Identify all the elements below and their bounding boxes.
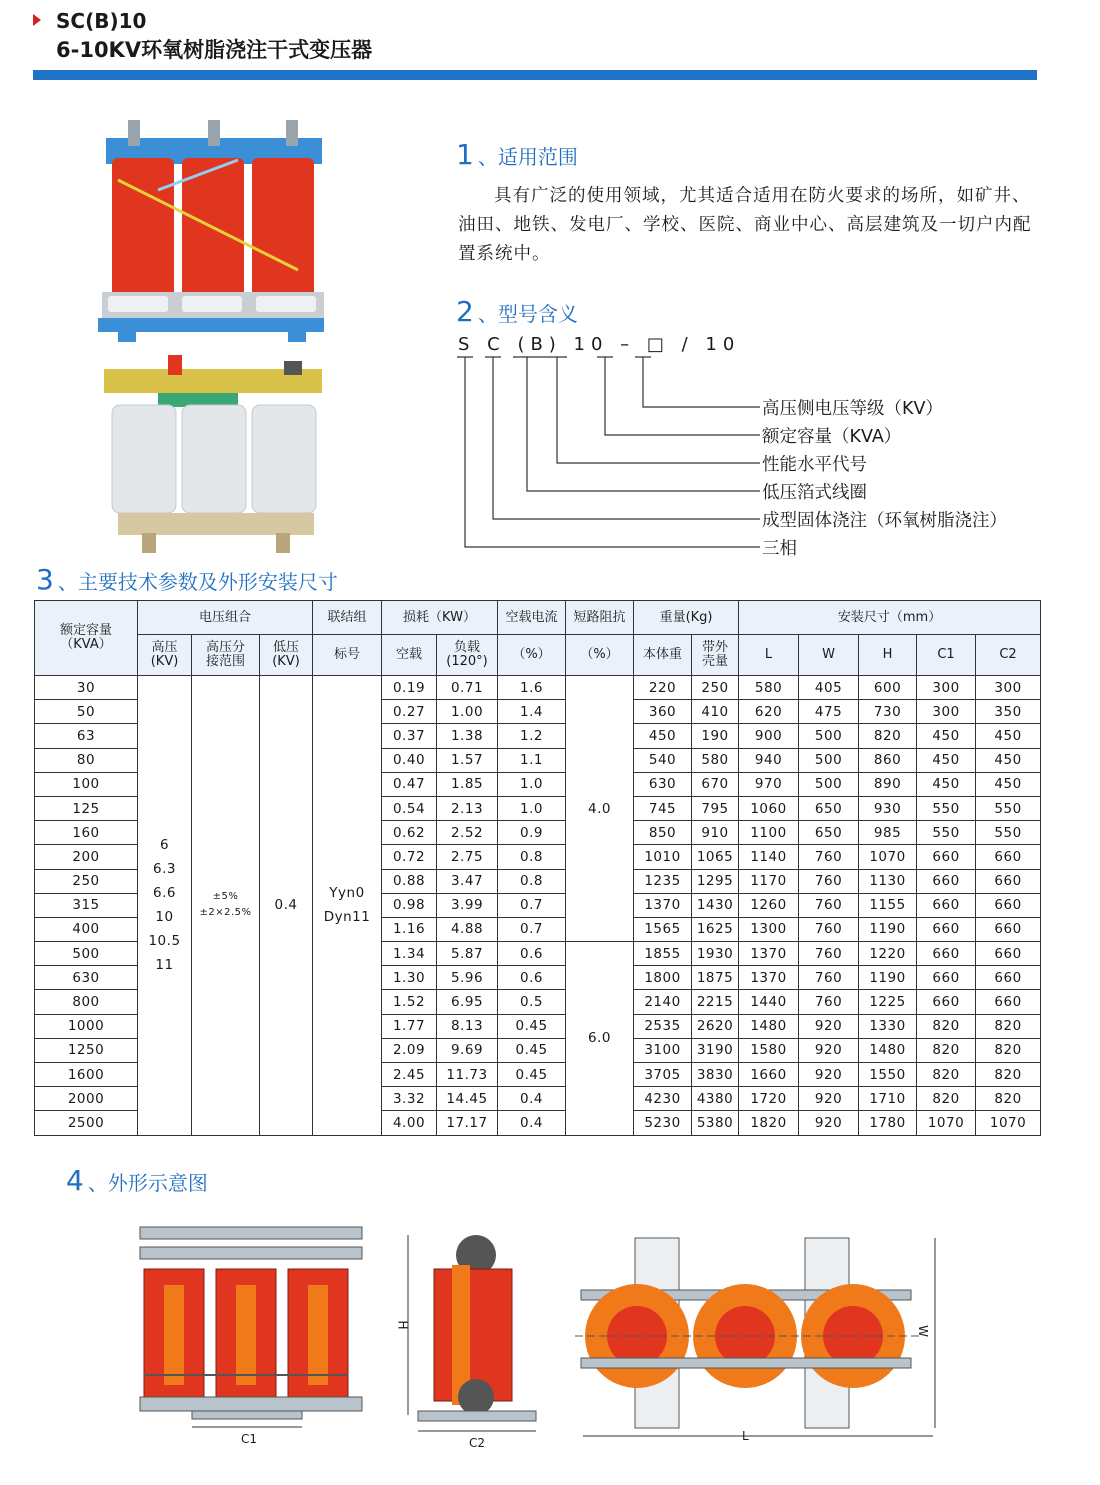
cell-body-weight: 1800 xyxy=(634,966,692,990)
cell-W: 920 xyxy=(799,1111,859,1135)
cell-load-loss: 9.69 xyxy=(437,1038,498,1062)
cell-noload-current: 1.6 xyxy=(498,676,566,700)
cell-L: 970 xyxy=(739,772,799,796)
section2-heading: 2 、型号含义 xyxy=(456,295,578,328)
cell-H: 1190 xyxy=(859,917,917,941)
cell-noload-loss: 4.00 xyxy=(382,1111,437,1135)
cell-case-weight: 1875 xyxy=(692,966,739,990)
cell-noload-loss: 0.37 xyxy=(382,724,437,748)
cell-H: 1070 xyxy=(859,845,917,869)
cell-C2: 1070 xyxy=(976,1111,1041,1135)
cell-C1: 300 xyxy=(917,676,976,700)
cell-load-loss: 5.87 xyxy=(437,942,498,966)
cell-noload-loss: 0.27 xyxy=(382,700,437,724)
th-noload-current: 空载电流 xyxy=(498,601,566,635)
cell-load-loss: 2.13 xyxy=(437,796,498,820)
cell-capacity: 125 xyxy=(35,796,138,820)
cell-noload-current: 0.6 xyxy=(498,942,566,966)
cell-C2: 820 xyxy=(976,1014,1041,1038)
cell-W: 760 xyxy=(799,845,859,869)
cell-case-weight: 5380 xyxy=(692,1111,739,1135)
cell-C1: 550 xyxy=(917,821,976,845)
cell-C2: 660 xyxy=(976,966,1041,990)
cell-C1: 820 xyxy=(917,1087,976,1111)
cell-case-weight: 190 xyxy=(692,724,739,748)
dim-c2-label: C2 xyxy=(469,1436,486,1450)
cell-L: 1260 xyxy=(739,893,799,917)
cell-C2: 450 xyxy=(976,772,1041,796)
cell-load-loss: 17.17 xyxy=(437,1111,498,1135)
cell-L: 620 xyxy=(739,700,799,724)
cell-noload-loss: 0.40 xyxy=(382,748,437,772)
cell-C1: 300 xyxy=(917,700,976,724)
cell-H: 1480 xyxy=(859,1038,917,1062)
cell-W: 760 xyxy=(799,942,859,966)
cell-case-weight: 4380 xyxy=(692,1087,739,1111)
cell-case-weight: 2620 xyxy=(692,1014,739,1038)
cell-load-loss: 6.95 xyxy=(437,990,498,1014)
th-weight: 重量(Kg) xyxy=(634,601,739,635)
th-load: 负载 (120°) xyxy=(437,635,498,676)
th-C2: C2 xyxy=(976,635,1041,676)
spec-table xyxy=(34,600,1041,1136)
model-heading: SC(B)10 xyxy=(56,9,147,33)
cell-C1: 660 xyxy=(917,966,976,990)
cell-W: 500 xyxy=(799,772,859,796)
cell-C2: 550 xyxy=(976,821,1041,845)
section1-text: 具有广泛的使用领域，尤其适合适用在防火要求的场所，如矿井、油田、地铁、发电厂、学校、医院、商业中心、高层建筑及一切户内配置系统中。 xyxy=(458,186,1032,264)
cell-C1: 550 xyxy=(917,796,976,820)
cell-body-weight: 2140 xyxy=(634,990,692,1014)
cell-noload-current: 0.8 xyxy=(498,845,566,869)
cell-load-loss: 4.88 xyxy=(437,917,498,941)
cell-impedance-b: 6.0 xyxy=(566,942,634,1136)
cell-load-loss: 14.45 xyxy=(437,1087,498,1111)
cell-noload-loss: 0.54 xyxy=(382,796,437,820)
cell-L: 900 xyxy=(739,724,799,748)
model-code-leader-lines xyxy=(455,355,765,555)
cell-C1: 450 xyxy=(917,724,976,748)
th-dims: 安装尺寸（mm） xyxy=(739,601,1041,635)
cell-L: 1580 xyxy=(739,1038,799,1062)
cell-noload-current: 1.4 xyxy=(498,700,566,724)
cell-W: 760 xyxy=(799,966,859,990)
cell-capacity: 1000 xyxy=(35,1014,138,1038)
cell-H: 730 xyxy=(859,700,917,724)
cell-capacity: 63 xyxy=(35,724,138,748)
cell-H: 1130 xyxy=(859,869,917,893)
cell-lv-merged: 0.4 xyxy=(260,676,313,1136)
cell-C2: 660 xyxy=(976,893,1041,917)
cell-W: 920 xyxy=(799,1087,859,1111)
cell-W: 500 xyxy=(799,748,859,772)
th-noload: 空载 xyxy=(382,635,437,676)
cell-C1: 450 xyxy=(917,772,976,796)
cell-C1: 820 xyxy=(917,1038,976,1062)
cell-capacity: 400 xyxy=(35,917,138,941)
cell-L: 1170 xyxy=(739,869,799,893)
cell-H: 1330 xyxy=(859,1014,917,1038)
cell-W: 650 xyxy=(799,821,859,845)
cell-C2: 660 xyxy=(976,942,1041,966)
cell-L: 1480 xyxy=(739,1014,799,1038)
cell-body-weight: 450 xyxy=(634,724,692,748)
cell-case-weight: 2215 xyxy=(692,990,739,1014)
th-L: L xyxy=(739,635,799,676)
cell-capacity: 80 xyxy=(35,748,138,772)
cell-noload-current: 1.2 xyxy=(498,724,566,748)
cell-L: 1820 xyxy=(739,1111,799,1135)
cell-capacity: 30 xyxy=(35,676,138,700)
cell-case-weight: 1625 xyxy=(692,917,739,941)
cell-load-loss: 1.38 xyxy=(437,724,498,748)
cell-capacity: 200 xyxy=(35,845,138,869)
cell-case-weight: 250 xyxy=(692,676,739,700)
cell-C2: 350 xyxy=(976,700,1041,724)
cell-W: 650 xyxy=(799,796,859,820)
cell-noload-current: 0.9 xyxy=(498,821,566,845)
cell-case-weight: 410 xyxy=(692,700,739,724)
cell-noload-current: 0.8 xyxy=(498,869,566,893)
cell-noload-current: 0.6 xyxy=(498,966,566,990)
cell-capacity: 1250 xyxy=(35,1038,138,1062)
th-W: W xyxy=(799,635,859,676)
cell-C2: 820 xyxy=(976,1063,1041,1087)
cell-C2: 450 xyxy=(976,724,1041,748)
dim-l-label: L xyxy=(742,1429,749,1443)
cell-H: 930 xyxy=(859,796,917,820)
cell-body-weight: 630 xyxy=(634,772,692,796)
cell-L: 1370 xyxy=(739,942,799,966)
cell-body-weight: 3100 xyxy=(634,1038,692,1062)
th-capacity: 额定容量 （KVA） xyxy=(35,601,138,676)
cell-capacity: 50 xyxy=(35,700,138,724)
cell-body-weight: 540 xyxy=(634,748,692,772)
th-body-weight: 本体重 xyxy=(634,635,692,676)
cell-C2: 660 xyxy=(976,917,1041,941)
cell-C2: 300 xyxy=(976,676,1041,700)
cell-body-weight: 850 xyxy=(634,821,692,845)
cell-noload-current: 0.7 xyxy=(498,893,566,917)
model-code-string: S C (B) 10 – □ / 10 xyxy=(458,334,741,355)
spec-table-body xyxy=(35,676,1041,1136)
cell-C1: 1070 xyxy=(917,1111,976,1135)
cell-C1: 660 xyxy=(917,917,976,941)
cell-C2: 820 xyxy=(976,1087,1041,1111)
cell-case-weight: 795 xyxy=(692,796,739,820)
cell-W: 405 xyxy=(799,676,859,700)
th-lv: 低压 (KV) xyxy=(260,635,313,676)
cell-impedance-a: 4.0 xyxy=(566,676,634,942)
th-voltage-group: 电压组合 xyxy=(138,601,313,635)
cell-case-weight: 1295 xyxy=(692,869,739,893)
cell-H: 1190 xyxy=(859,966,917,990)
cell-hv-merged: 6 6.3 6.6 10 10.5 11 xyxy=(138,676,192,1136)
cell-load-loss: 11.73 xyxy=(437,1063,498,1087)
header-arrow-icon xyxy=(33,14,41,26)
cell-W: 760 xyxy=(799,990,859,1014)
front-view-drawing xyxy=(132,1225,372,1455)
cell-body-weight: 5230 xyxy=(634,1111,692,1135)
cell-noload-loss: 0.19 xyxy=(382,676,437,700)
cell-load-loss: 2.52 xyxy=(437,821,498,845)
cell-load-loss: 5.96 xyxy=(437,966,498,990)
cell-noload-current: 0.4 xyxy=(498,1111,566,1135)
cell-capacity: 800 xyxy=(35,990,138,1014)
th-pct2: （%） xyxy=(566,635,634,676)
cell-H: 1780 xyxy=(859,1111,917,1135)
th-tap: 高压分 接范围 xyxy=(192,635,260,676)
cell-C1: 660 xyxy=(917,942,976,966)
cell-capacity: 630 xyxy=(35,966,138,990)
section4-heading: 4 、外形示意图 xyxy=(66,1164,208,1197)
cell-body-weight: 220 xyxy=(634,676,692,700)
cell-load-loss: 1.57 xyxy=(437,748,498,772)
cell-noload-loss: 2.45 xyxy=(382,1063,437,1087)
th-hv: 高压 (KV) xyxy=(138,635,192,676)
cell-body-weight: 2535 xyxy=(634,1014,692,1038)
cell-case-weight: 1930 xyxy=(692,942,739,966)
th-connection: 联结组 xyxy=(313,601,382,635)
cell-W: 920 xyxy=(799,1063,859,1087)
page-title: 6-10KV环氧树脂浇注干式变压器 xyxy=(56,38,373,62)
dim-h-label: H xyxy=(395,1320,410,1330)
cell-W: 500 xyxy=(799,724,859,748)
cell-C1: 660 xyxy=(917,869,976,893)
cell-body-weight: 745 xyxy=(634,796,692,820)
th-symbol: 标号 xyxy=(313,635,382,676)
cell-case-weight: 910 xyxy=(692,821,739,845)
section3-heading: 3 、主要技术参数及外形安装尺寸 xyxy=(36,563,338,596)
cell-load-loss: 1.00 xyxy=(437,700,498,724)
th-impedance: 短路阻抗 xyxy=(566,601,634,635)
cell-L: 1370 xyxy=(739,966,799,990)
product-photo-white xyxy=(98,355,328,555)
cell-W: 920 xyxy=(799,1038,859,1062)
cell-L: 1440 xyxy=(739,990,799,1014)
cell-W: 760 xyxy=(799,893,859,917)
cell-body-weight: 1370 xyxy=(634,893,692,917)
cell-capacity: 2000 xyxy=(35,1087,138,1111)
cell-C2: 660 xyxy=(976,845,1041,869)
cell-L: 1060 xyxy=(739,796,799,820)
cell-noload-loss: 0.88 xyxy=(382,869,437,893)
cell-body-weight: 3705 xyxy=(634,1063,692,1087)
cell-body-weight: 1565 xyxy=(634,917,692,941)
cell-noload-current: 0.45 xyxy=(498,1063,566,1087)
cell-noload-current: 0.45 xyxy=(498,1014,566,1038)
cell-case-weight: 3830 xyxy=(692,1063,739,1087)
cell-C2: 450 xyxy=(976,748,1041,772)
cell-load-loss: 3.47 xyxy=(437,869,498,893)
cell-noload-loss: 0.72 xyxy=(382,845,437,869)
model-label-capacity: 额定容量（KVA） xyxy=(762,427,902,447)
model-label-three-phase: 三相 xyxy=(762,539,797,559)
cell-H: 1225 xyxy=(859,990,917,1014)
cell-L: 1100 xyxy=(739,821,799,845)
cell-capacity: 1600 xyxy=(35,1063,138,1087)
cell-noload-loss: 2.09 xyxy=(382,1038,437,1062)
cell-L: 1720 xyxy=(739,1087,799,1111)
cell-H: 1710 xyxy=(859,1087,917,1111)
cell-connection-merged: Yyn0 Dyn11 xyxy=(313,676,382,1136)
cell-noload-current: 1.0 xyxy=(498,796,566,820)
cell-C2: 550 xyxy=(976,796,1041,820)
cell-noload-loss: 1.34 xyxy=(382,942,437,966)
cell-noload-current: 0.4 xyxy=(498,1087,566,1111)
cell-C1: 660 xyxy=(917,845,976,869)
cell-body-weight: 1235 xyxy=(634,869,692,893)
model-label-voltage: 高压侧电压等级（KV） xyxy=(762,399,943,419)
cell-case-weight: 670 xyxy=(692,772,739,796)
cell-H: 1155 xyxy=(859,893,917,917)
cell-noload-loss: 1.77 xyxy=(382,1014,437,1038)
cell-capacity: 160 xyxy=(35,821,138,845)
cell-capacity: 500 xyxy=(35,942,138,966)
cell-noload-current: 0.45 xyxy=(498,1038,566,1062)
cell-noload-current: 0.7 xyxy=(498,917,566,941)
cell-H: 860 xyxy=(859,748,917,772)
cell-body-weight: 1855 xyxy=(634,942,692,966)
th-pct1: （%） xyxy=(498,635,566,676)
cell-C2: 820 xyxy=(976,1038,1041,1062)
cell-H: 890 xyxy=(859,772,917,796)
cell-H: 820 xyxy=(859,724,917,748)
cell-body-weight: 1010 xyxy=(634,845,692,869)
cell-body-weight: 360 xyxy=(634,700,692,724)
cell-noload-loss: 0.47 xyxy=(382,772,437,796)
cell-noload-loss: 1.30 xyxy=(382,966,437,990)
model-label-cast-resin: 成型固体浇注（环氧树脂浇注） xyxy=(762,511,1007,531)
cell-L: 580 xyxy=(739,676,799,700)
side-view-drawing xyxy=(388,1225,548,1455)
cell-C1: 660 xyxy=(917,990,976,1014)
cell-case-weight: 3190 xyxy=(692,1038,739,1062)
cell-load-loss: 8.13 xyxy=(437,1014,498,1038)
cell-load-loss: 2.75 xyxy=(437,845,498,869)
cell-noload-loss: 1.16 xyxy=(382,917,437,941)
cell-noload-current: 1.1 xyxy=(498,748,566,772)
dim-c1-label: C1 xyxy=(241,1432,258,1446)
cell-C1: 660 xyxy=(917,893,976,917)
cell-C1: 450 xyxy=(917,748,976,772)
cell-L: 1300 xyxy=(739,917,799,941)
cell-W: 760 xyxy=(799,917,859,941)
cell-C2: 660 xyxy=(976,869,1041,893)
section1-heading: 1 、适用范围 xyxy=(456,138,578,171)
cell-noload-loss: 0.62 xyxy=(382,821,437,845)
product-photo-red xyxy=(98,120,328,345)
cell-capacity: 100 xyxy=(35,772,138,796)
cell-case-weight: 580 xyxy=(692,748,739,772)
th-H: H xyxy=(859,635,917,676)
cell-H: 600 xyxy=(859,676,917,700)
cell-capacity: 2500 xyxy=(35,1111,138,1135)
top-view-drawing xyxy=(575,1230,945,1440)
cell-L: 1140 xyxy=(739,845,799,869)
cell-C2: 660 xyxy=(976,990,1041,1014)
cell-noload-loss: 1.52 xyxy=(382,990,437,1014)
cell-C1: 820 xyxy=(917,1014,976,1038)
th-C1: C1 xyxy=(917,635,976,676)
cell-H: 1550 xyxy=(859,1063,917,1087)
cell-capacity: 315 xyxy=(35,893,138,917)
cell-C1: 820 xyxy=(917,1063,976,1087)
cell-tap-merged: ±5% ±2×2.5% xyxy=(192,676,260,1136)
table-row xyxy=(35,676,1041,700)
th-loss: 损耗（KW） xyxy=(382,601,498,635)
cell-H: 1220 xyxy=(859,942,917,966)
cell-case-weight: 1065 xyxy=(692,845,739,869)
cell-W: 920 xyxy=(799,1014,859,1038)
cell-noload-current: 0.5 xyxy=(498,990,566,1014)
cell-L: 940 xyxy=(739,748,799,772)
cell-body-weight: 4230 xyxy=(634,1087,692,1111)
header-divider-bar xyxy=(33,70,1037,80)
cell-noload-current: 1.0 xyxy=(498,772,566,796)
cell-noload-loss: 0.98 xyxy=(382,893,437,917)
cell-load-loss: 0.71 xyxy=(437,676,498,700)
cell-noload-loss: 3.32 xyxy=(382,1087,437,1111)
cell-L: 1660 xyxy=(739,1063,799,1087)
th-case-weight: 带外 壳量 xyxy=(692,635,739,676)
cell-case-weight: 1430 xyxy=(692,893,739,917)
model-label-foil-winding: 低压箔式线圈 xyxy=(762,483,867,503)
cell-W: 760 xyxy=(799,869,859,893)
cell-H: 985 xyxy=(859,821,917,845)
cell-W: 475 xyxy=(799,700,859,724)
dim-w-label: W xyxy=(915,1325,930,1337)
cell-load-loss: 3.99 xyxy=(437,893,498,917)
model-label-performance: 性能水平代号 xyxy=(762,455,867,475)
cell-load-loss: 1.85 xyxy=(437,772,498,796)
cell-capacity: 250 xyxy=(35,869,138,893)
